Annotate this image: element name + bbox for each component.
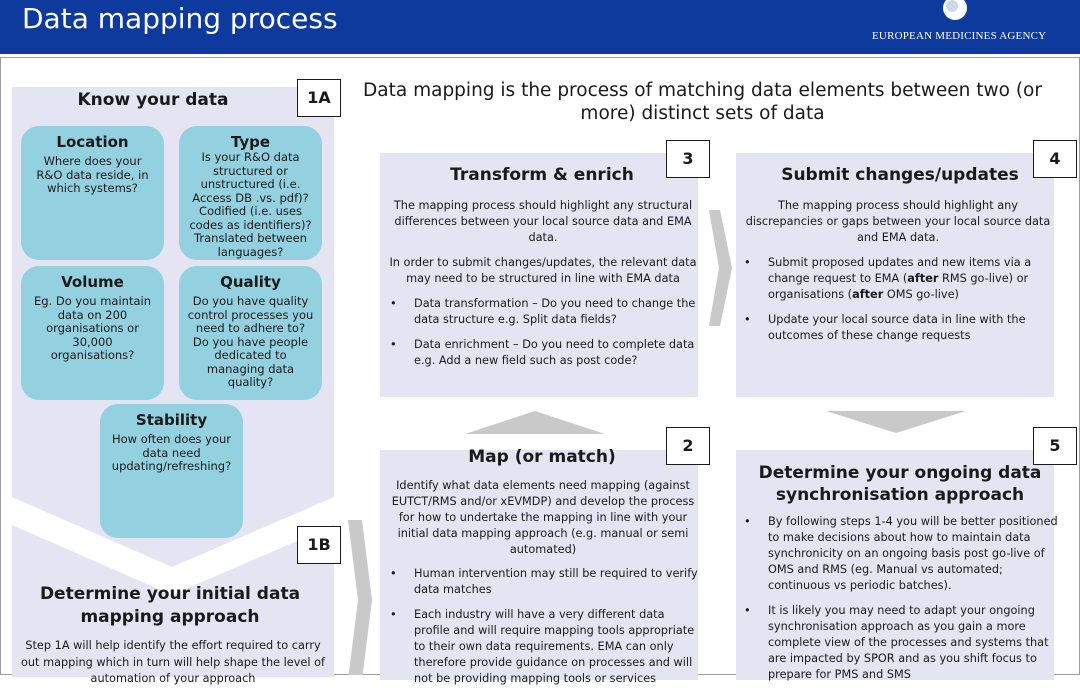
step-3-badge: 3 [666,140,710,178]
list-item: • Each industry will have a very different data profile and will require mapping tools appropriate to their own data requirements. EMA can only therefore provide guidance on processes and will not be providing mapping tools or services [414,607,700,687]
panel-3-bullets [380,296,698,378]
list-item: • By following steps 1-4 you will be better positioned to make decisions about how to maintain data synchronicity on an ongoing basis post go-live of OMS and RMS (eg. Manual vs automated; continuous vs periodic batches). [768,514,1060,594]
type-text: Is your R&O data structured or unstructured (i.e. Access DB .vs. pdf)? Codified (i.e. uses codes as identifiers)? Translated between languages? [189,150,312,259]
panel-2-intro: Identify what data elements need mapping (against EUTCT/RMS and/or xEVMDP) and develop the process for how to undertake the mapping in line with your initial data mapping approach (e.g. manual or semi automated) [391,479,695,556]
quality-bubble [179,266,322,400]
type-bubble [179,126,322,260]
volume-text: Eg. Do you maintain data on 200 organisations or 30,000 organisations? [34,294,151,362]
list-item-text: OMS go-live) [883,288,959,301]
step-5-badge: 5 [1033,427,1077,465]
step-1a-badge: 1A [297,79,341,117]
panel-1b-title: Determine your initial data mapping approach [39,584,301,627]
list-item: • Data transformation – Do you need to change the data structure e.g. Split data fields? [414,296,698,328]
stability-text: How often does your data need updating/refreshing? [111,432,232,473]
list-item-text: Submit proposed updates and new items via a change request to EMA ( [768,256,1032,285]
list-item: • Human intervention may still be required to verify data matches [414,566,700,598]
list-item-emphasis: after [852,288,884,301]
arrow-3-to-4 [709,210,732,326]
panel-1a-title: Know your data [77,90,229,110]
page-title: Data mapping process [22,2,338,35]
list-item: • It is likely you may need to adapt your ongoing synchronisation approach as you gain a more complete view of the processes and systems that are impacted by SPOR and as you shift focus to prepare for PMS and SMS [768,603,1060,683]
stability-bubble [100,404,243,538]
arrow-4-to-5 [826,411,966,433]
panel-3-paragraph-1: The mapping process should highlight any structural differences between your local source data and EMA data. [393,199,693,244]
location-text: Where does your R&O data reside, in which systems? [36,154,149,195]
volume-title: Volume [61,273,124,291]
list-item [768,255,1058,303]
quality-title: Quality [220,273,281,291]
list-item-text: RMS go-live) or organisations ( [768,272,1029,301]
panel-5-title: Determine your ongoing data synchronisation approach [758,463,1042,505]
type-title: Type [230,133,271,151]
location-bubble [21,126,164,260]
intro-heading: Data mapping is the process of matching data elements between two (or more) distinct sets of data [363,80,1042,124]
panel-4-paragraph-1: The mapping process should highlight any discrepancies or gaps between your local source data and EMA data. [745,199,1051,244]
step-2-badge: 2 [666,427,710,465]
panel-3-title: Transform & enrich [450,165,634,185]
location-title: Location [56,133,129,151]
panel-1b-text: Step 1A will help identify the effort required to carry out mapping which in turn will help shape the level of automation of your approach [20,639,325,685]
list-item-emphasis: after [907,272,939,285]
panel-2-bullets [380,566,700,696]
panel-2-title: Map (or match) [468,447,616,467]
panel-5-bullets [734,514,1060,692]
arrow-1b-to-2 [348,520,372,675]
quality-text: Do you have quality control processes you need to adhere to? Do you have people dedicated to managing data quality? [187,294,314,389]
stability-title: Stability [135,411,208,429]
list-item: • Data enrichment – Do you need to complete data e.g. Add a new field such as post code? [414,337,698,369]
agency-name: EUROPEAN MEDICINES AGENCY [872,30,1047,42]
step-1b-badge: 1B [297,526,341,564]
list-item: • Update your local source data in line with the outcomes of these change requests [768,312,1058,344]
step-4-badge: 4 [1033,140,1077,178]
panel-4-bullets [734,255,1058,353]
arrow-2-to-3 [465,411,605,434]
panel-4-title: Submit changes/updates [781,165,1019,185]
panel-3-paragraph-2: In order to submit changes/updates, the relevant data may need to be structured in line with EMA data [389,256,697,285]
volume-bubble [21,266,164,400]
